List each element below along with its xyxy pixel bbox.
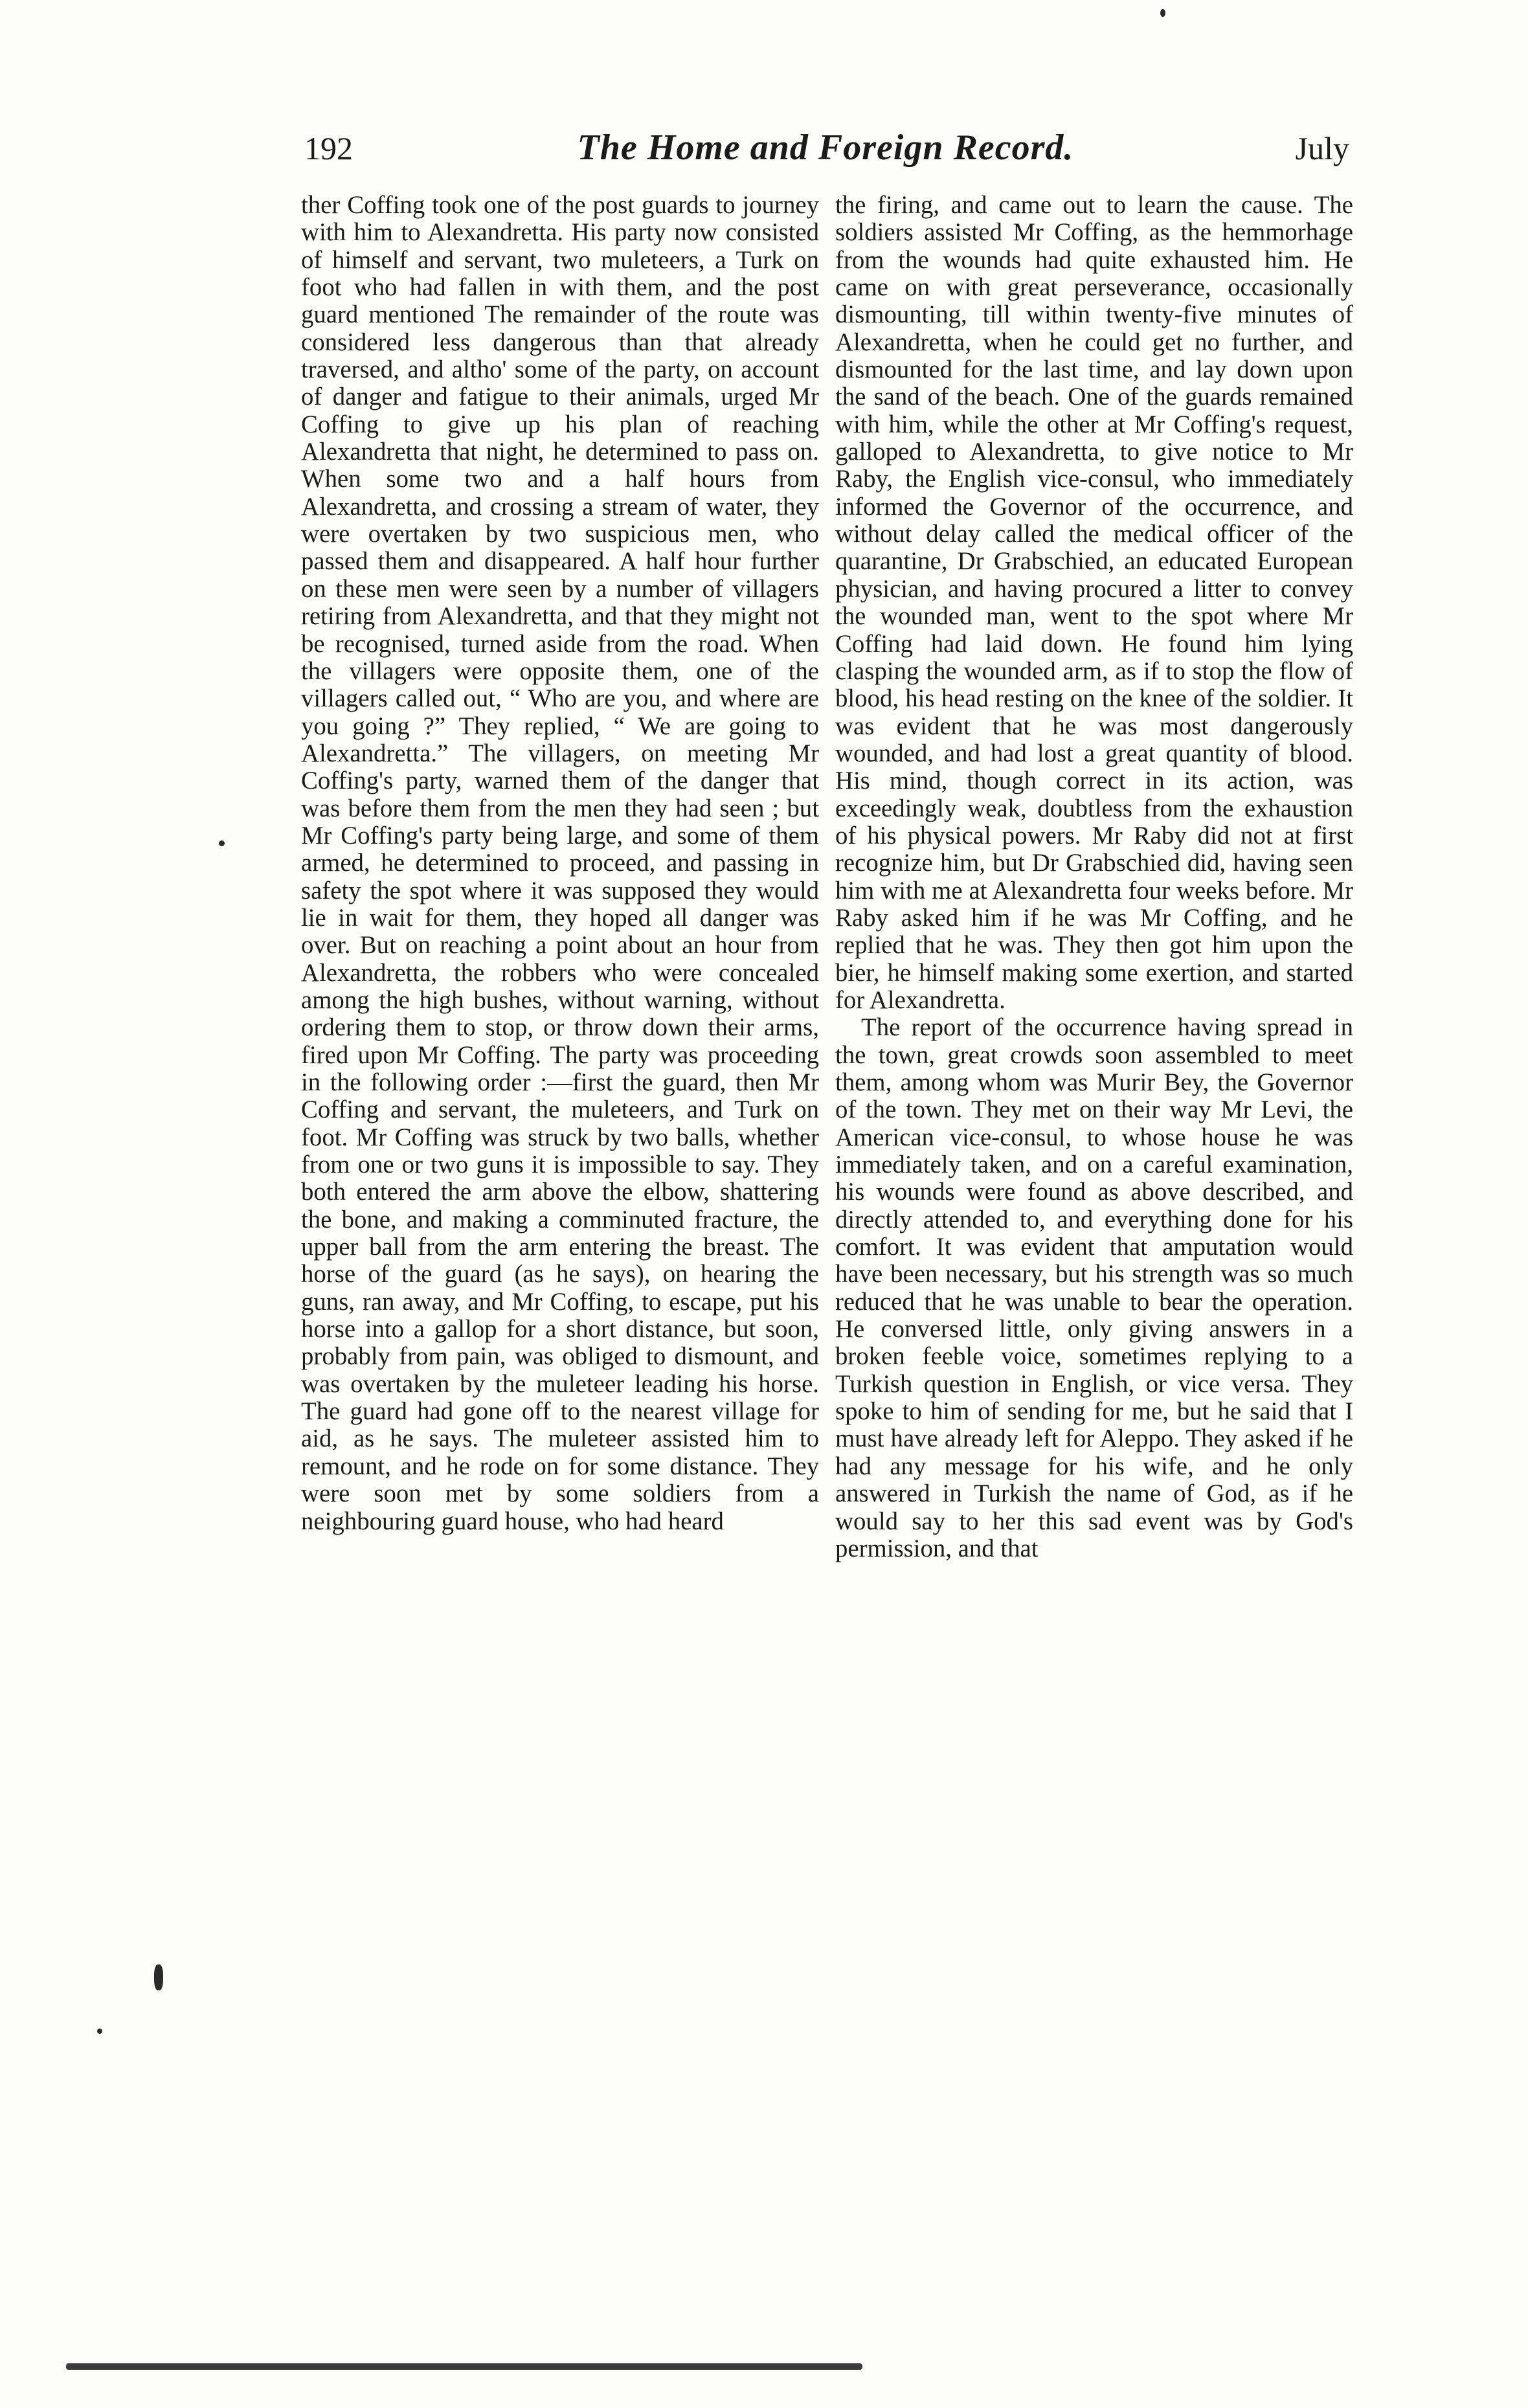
issue-month: July [1295,130,1349,166]
running-header [298,129,1353,181]
ink-speck [154,1964,163,1990]
page-number: 192 [304,130,353,166]
ink-speck [1160,9,1165,17]
left-paragraph-1: ther Coffing took one of the post guards to journey with him to Alexandretta. His party now consisted of himself and servant, two muleteers, a Turk on foot who had fallen in with them, and the post guard mentioned The remainder of the route was considered less dangerous than that already traversed, and altho' some of the party, on account of danger and fatigue to their animals, urged Mr Coffing to give up his plan of reaching Alexandretta that night, he determined to pass on. When some two and a half hours from Alexandretta, and crossing a stream of water, they were overtaken by two suspicious men, who passed them and disappeared. A half hour further on these men were seen by a number of villagers retiring from Alexandretta, and that they might not be recognised, turned aside from the road. When the villagers were opposite them, one of the villagers called out, “ Who are you, and where are you going ?” They replied, “ We are going to Alexandretta.” The villagers, on meeting Mr Coffing's party, warned them of the danger that was before them from the men they had seen ; but Mr Coffing's party being large, and some of them armed, he determined to proceed, and passing in safety the spot where it was supposed they would lie in wait for them, they hoped all danger was over. But on reaching a point about an hour from Alexandretta, the robbers who were concealed among the high bushes, without warning, without ordering them to stop, or throw down their arms, fired upon Mr Coffing. The party was proceeding in the following order :—first the guard, then Mr Coffing and servant, the muleteers, and Turk on foot. Mr Coffing was struck by two balls, whether from one or two guns it is impossible to say. They both entered the arm above the elbow, shattering the bone, and making a comminuted fracture, the upper ball from the arm entering the breast. The horse of the guard (as he says), on hearing the guns, ran away, and Mr Coffing, to escape, put his horse into a gallop for a short distance, but soon, probably from pain, was obliged to dismount, and was overtaken by the muleteer leading his horse. The guard had gone off to the nearest village for aid, as he says. The muleteer assisted him to remount, and he rode on for some distance. They were soon met by some soldiers from a neighbouring guard house, who had heard [301,191,819,1535]
bottom-rule [66,2363,862,2370]
left-column [301,192,819,1535]
right-paragraph-2: The report of the occurrence having spread in the town, great crowds soon assembled to meet them, among whom was Murir Bey, the Governor of the town. They met on their way Mr Levi, the American vice-consul, to whose house he was immediately taken, and on a careful examination, his wounds were found as above described, and directly attended to, and everything done for his comfort. It was evident that amputation would have been necessary, but his strength was so much reduced that he was unable to bear the operation. He conversed little, only giving answers in a broken feeble voice, sometimes replying to a Turkish question in English, or vice versa. They spoke to him of sending for me, but he said that I must have already left for Aleppo. They asked if he had any message for his wife, and he only answered in Turkish the name of God, as if he would say to her this sad event was by God's permission, and that [835,1013,1353,1562]
journal-title: The Home and Foreign Record. [577,128,1074,168]
ink-speck [219,840,225,846]
ink-speck [97,2029,102,2034]
right-column [835,192,1353,1562]
right-paragraph-1: the firing, and came out to learn the cause. The soldiers assisted Mr Coffing, as the hemmorhage from the wounds had quite exhausted him. He came on with great perseverance, occasionally dismounting, till within twenty-five minutes of Alexandretta, when he could get no further, and dismounted for the last time, and lay down upon the sand of the beach. One of the guards remained with him, while the other at Mr Coffing's request, galloped to Alexandretta, to give notice to Mr Raby, the English vice-consul, who immediately informed the Governor of the occurrence, and without delay called the medical officer of the quarantine, Dr Grabschied, an educated European physician, and having procured a litter to convey the wounded man, went to the spot where Mr Coffing had laid down. He found him lying clasping the wounded arm, as if to stop the flow of blood, his head resting on the knee of the soldier. It was evident that he was most dangerously wounded, and had lost a great quantity of blood. His mind, though correct in its action, was exceedingly weak, doubtless from the exhaustion of his physical powers. Mr Raby did not at first recognize him, but Dr Grabschied did, having seen him with me at Alexandretta four weeks before. Mr Raby asked him if he was Mr Coffing, and he replied that he was. They then got him upon the bier, he himself making some exertion, and started for Alexandretta. [835,191,1353,1014]
